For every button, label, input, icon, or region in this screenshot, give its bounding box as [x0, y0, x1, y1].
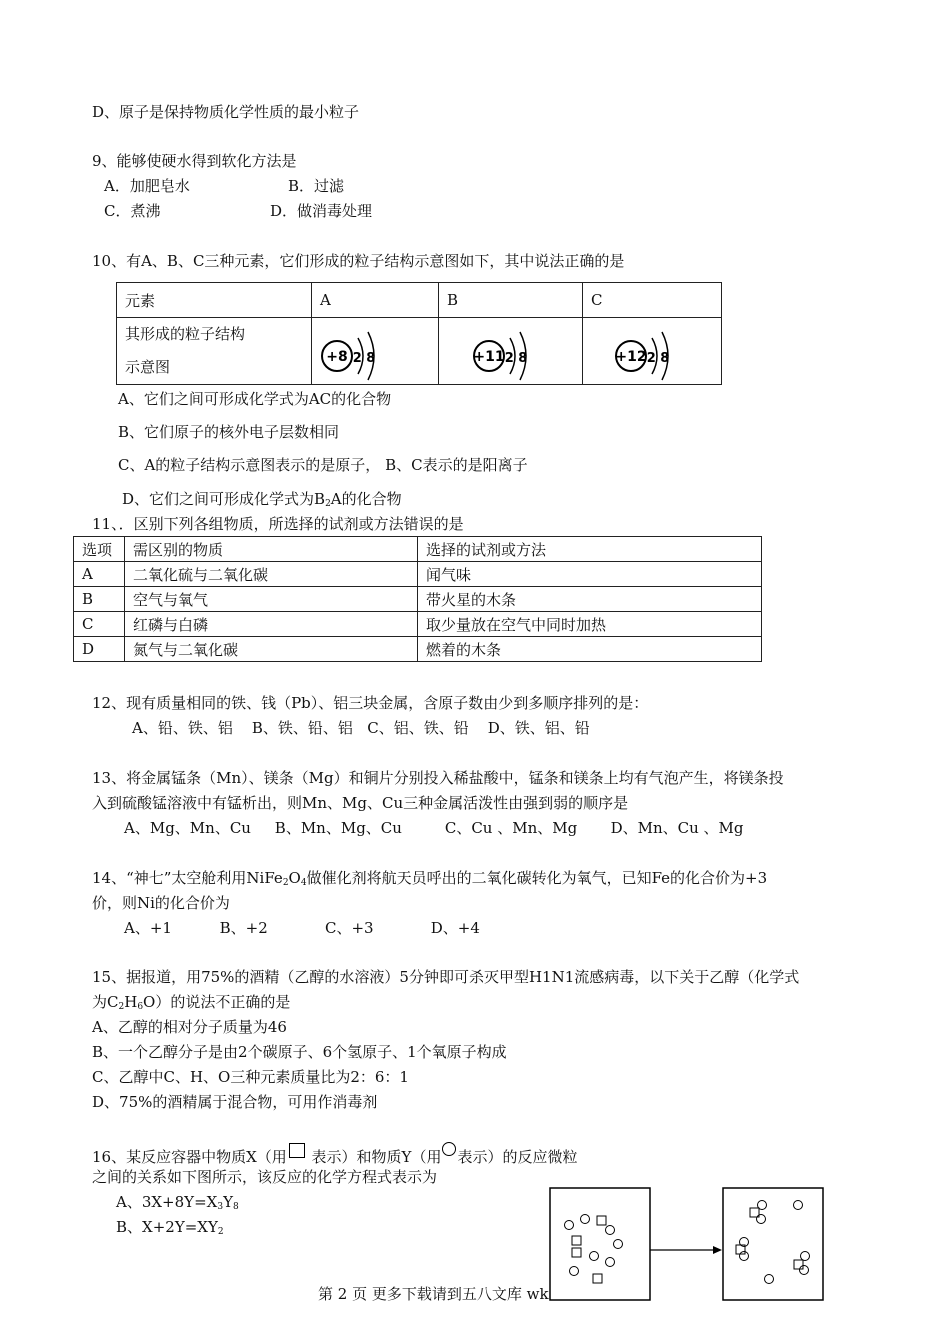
q12-stem: 12、现有质量相同的铁、钱（Pb）、铝三块金属，含原子数由少到多顺序排列的是： — [92, 694, 649, 712]
nucleus-charge-c: +12 — [615, 349, 647, 365]
q15-line-2: 为$C_2H_6O$）的说法不正确的是 — [92, 993, 291, 1012]
q9-option-c: C．煮沸 — [104, 202, 161, 220]
q12-options: A、铅、铁、铝 B、铁、铅、铝 C、铝、铁、铅 D、铁、铝、铅 — [132, 719, 590, 737]
reaction-diagram — [548, 1186, 828, 1304]
q15-line-1: 15、据报道，用75%的酒精（乙醇的水溶液）5分钟即可杀灭甲型H1N1流感病毒，以下关于乙醇（化学式 — [92, 968, 800, 986]
q13-options: A、Mg、Mn、Cu B、Mn、Mg、Cu C、Cu 、Mn、Mg D、Mn、Cu 、Mg — [124, 819, 744, 837]
q11-cell: 二氧化硫与二氧化碳 — [125, 562, 418, 587]
q10-header-c: C — [583, 283, 722, 318]
q11-header-method: 选择的试剂或方法 — [418, 537, 762, 562]
q15-option-a: A、乙醇的相对分子质量为46 — [92, 1018, 287, 1036]
q9-option-d: D．做消毒处理 — [270, 202, 373, 220]
q16-option-b: B、$X+2Y=XY_2$ — [116, 1218, 224, 1237]
q10-option-b: B、它们原子的核外电子层数相同 — [118, 423, 340, 441]
q11-cell: A — [74, 562, 125, 587]
nucleus-charge-b: +11 — [473, 349, 505, 365]
q16-line-1: 16、某反应容器中物质X（用 表示）和物质Y（用 表示）的反应微粒 — [92, 1142, 577, 1167]
q8-option-d: D、原子是保持物质化学性质的最小粒子 — [92, 103, 360, 121]
q15-option-c: C、乙醇中C、H、O三种元素质量比为2：6：1 — [92, 1068, 409, 1086]
reaction-arrow-head — [713, 1246, 722, 1254]
q11-cell: 氮气与二氧化碳 — [125, 637, 418, 662]
q10-option-d: D、它们之间可形成化学式为$B_2A$的化合物 — [122, 490, 402, 509]
q15-option-d: D、75%的酒精属于混合物，可用作消毒剂 — [92, 1093, 378, 1111]
q10-header-a: A — [312, 283, 439, 318]
q11-cell: 空气与氧气 — [125, 587, 418, 612]
q11-cell: 红磷与白磷 — [125, 612, 418, 637]
atom-diagram-a — [318, 330, 382, 382]
q16-option-a: A、$3X+8Y=X_3Y_8$ — [116, 1193, 239, 1212]
q14-line-1: 14、“神七”太空舱利用$NiFe_2O_4$做催化剂将航天员呼出的二氧化碳转化为氧气，已知Fe的化合价为+3 — [92, 869, 768, 888]
q9-option-a: A．加肥皂水 — [104, 177, 190, 195]
q11-cell: B — [74, 587, 125, 612]
table-row — [74, 587, 762, 612]
shell-electrons-b: 2 8 — [504, 351, 528, 366]
q11-cell: C — [74, 612, 125, 637]
square-icon — [289, 1143, 305, 1158]
table-row — [74, 562, 762, 587]
q11-cell: 燃着的木条 — [418, 637, 762, 662]
shell-electrons-a: 2 8 — [352, 351, 376, 366]
atom-diagram-b — [470, 330, 534, 382]
page-footer: 第 2 页 更多下载请到五八文库 wk — [318, 1285, 549, 1303]
q13-line-1: 13、将金属锰条（Mn）、镁条（Mg）和铜片分别投入稀盐酸中，锰条和镁条上均有气泡产生，将镁条投 — [92, 769, 784, 787]
q9-option-b: B．过滤 — [288, 177, 345, 195]
q16-line-2: 之间的关系如下图所示，该反应的化学方程式表示为 — [92, 1168, 438, 1186]
nucleus-charge-a: +8 — [326, 349, 348, 365]
q13-line-2: 入到硫酸锰溶液中有锰析出，则Mn、Mg、Cu三种金属活泼性由强到弱的顺序是 — [92, 794, 629, 812]
q14-line-2: 价，则Ni的化合价为 — [92, 894, 230, 912]
q10-row-label: 其形成的粒子结构 示意图 — [117, 318, 312, 385]
q11-stem: 11、．区别下列各组物质，所选择的试剂或方法错误的是 — [92, 515, 464, 533]
q11-cell: D — [74, 637, 125, 662]
table-row — [74, 637, 762, 662]
q15-option-b: B、一个乙醇分子是由2个碳原子、6个氢原子、1个氧原子构成 — [92, 1043, 507, 1061]
q11-cell: 闻气味 — [418, 562, 762, 587]
atom-diagram-c — [612, 330, 676, 382]
q10-option-a: A、它们之间可形成化学式为AC的化合物 — [118, 390, 392, 408]
circle-icon — [442, 1142, 456, 1156]
table-row — [74, 612, 762, 637]
q11-table-header — [74, 537, 762, 562]
q11-table — [73, 536, 762, 662]
q10-header-element: 元素 — [117, 283, 312, 318]
q11-header-option: 选项 — [74, 537, 125, 562]
q9-stem: 9、能够使硬水得到软化方法是 — [92, 152, 297, 170]
shell-electrons-c: 2 8 — [646, 351, 670, 366]
q11-header-substances: 需区别的物质 — [125, 537, 418, 562]
q10-stem: 10、有A、B、C三种元素，它们形成的粒子结构示意图如下，其中说法正确的是 — [92, 252, 625, 270]
q11-cell: 带火星的木条 — [418, 587, 762, 612]
q11-cell: 取少量放在空气中同时加热 — [418, 612, 762, 637]
product-box — [723, 1188, 823, 1300]
q10-option-c: C、A的粒子结构示意图表示的是原子， B、C表示的是阳离子 — [118, 456, 528, 474]
q10-header-b: B — [439, 283, 583, 318]
q14-options: A、+1 B、+2 C、+3 D、+4 — [124, 919, 480, 937]
